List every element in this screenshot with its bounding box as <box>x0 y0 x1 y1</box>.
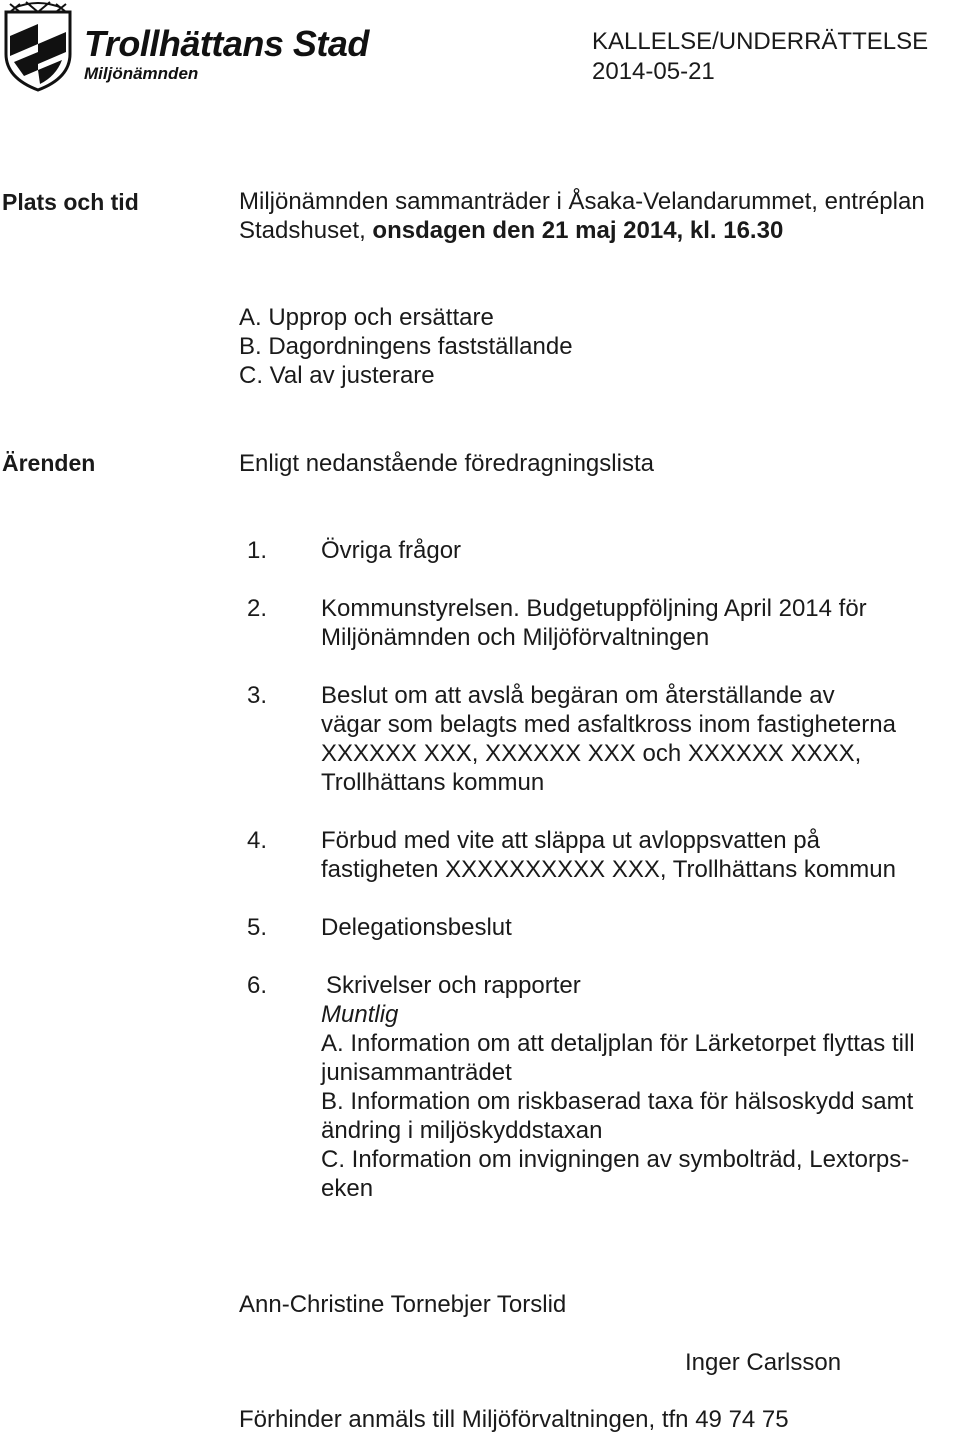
document-type: KALLELSE/UNDERRÄTTELSE <box>592 28 929 55</box>
item-2-number: 2. <box>247 595 268 622</box>
item-6-sub-b: B. Information om riskbaserad taxa för hälsoskydd samt ändring i miljöskyddstaxan <box>321 1088 914 1144</box>
opening-item-a: A. Upprop och ersättare <box>239 304 494 331</box>
item-2-text: Kommunstyrelsen. Budgetuppföljning April 2014 för Miljönämnden och Miljöförvaltningen <box>321 595 867 651</box>
secretary-name: Inger Carlsson <box>685 1349 842 1376</box>
item-4-text: Förbud med vite att släppa ut avloppsvatten på fastigheten XXXXXXXXXX XXX, Trollhättans kommun <box>321 827 896 883</box>
item-4-number: 4. <box>247 827 268 854</box>
item-6-sub-c: C. Information om invigningen av symbolträd, Lextorps-eken <box>321 1146 910 1202</box>
opening-item-c: C. Val av justerare <box>239 362 435 389</box>
matters-intro: Enligt nedanstående föredragningslista <box>239 450 654 477</box>
matters-label: Ärenden <box>2 450 96 476</box>
place-time-label: Plats och tid <box>2 189 139 215</box>
item-6-sub-a: A. Information om att detaljplan för Lärketorpet flyttas till junisammanträdet <box>321 1030 915 1086</box>
document-date: 2014-05-21 <box>592 58 715 85</box>
item-6-note <box>321 1000 398 1029</box>
place-line-2-prefix: Stadshuset, <box>239 217 366 244</box>
item-5-number: 5. <box>247 914 268 941</box>
place-line-1: Miljönämnden sammanträder i Åsaka-Velandarummet, entréplan <box>239 188 925 215</box>
meeting-date-time: onsdagen den 21 maj 2014, kl. 16.30 <box>372 217 784 244</box>
item-6-note-text: Muntlig <box>321 1001 399 1028</box>
item-6-number: 6. <box>247 972 268 999</box>
item-1-text: Övriga frågor <box>321 537 462 564</box>
item-3-number: 3. <box>247 682 268 709</box>
item-1-number: 1. <box>247 537 268 564</box>
item-6-text: Skrivelser och rapporter <box>326 972 581 999</box>
item-3-text: Beslut om att avslå begäran om återställande av vägar som belagts med asfaltkross inom fastigheterna XXXXXX XXX, XXXXXX XXX och XXXXXX XXXX, Trollhättans kommun <box>321 682 896 796</box>
org-unit: Miljönämnden <box>84 64 199 83</box>
chair-name: Ann-Christine Tornebjer Torslid <box>239 1291 567 1318</box>
org-name: Trollhättans Stad <box>84 23 369 64</box>
item-5-text: Delegationsbeslut <box>321 914 512 941</box>
opening-item-b: B. Dagordningens fastställande <box>239 333 573 360</box>
absence-notice: Förhinder anmäls till Miljöförvaltningen, tfn 49 74 75 <box>239 1406 789 1433</box>
place-line-2 <box>239 216 783 245</box>
trollhattan-coat-of-arms-logo <box>0 0 76 92</box>
